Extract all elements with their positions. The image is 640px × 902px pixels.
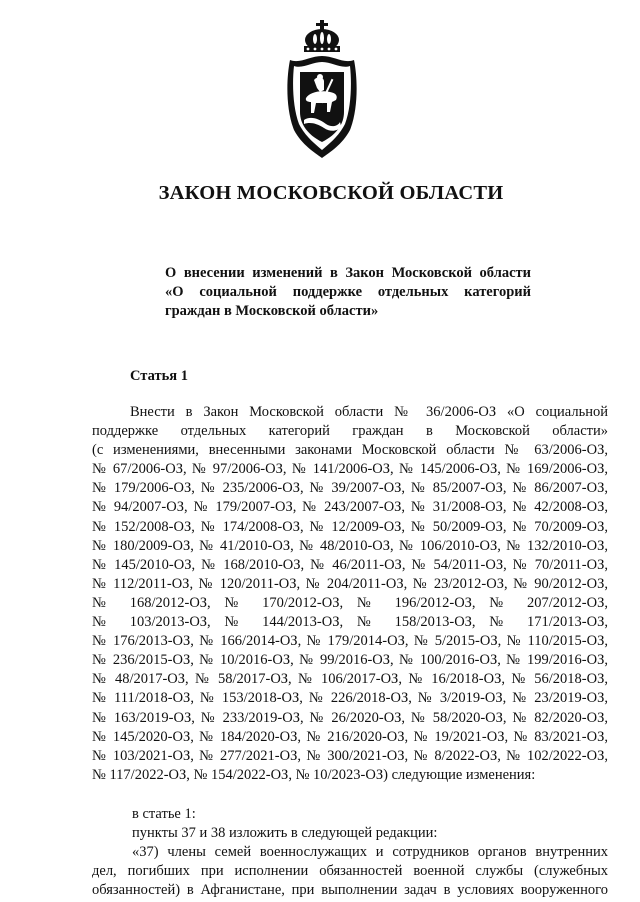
law-subtitle	[165, 264, 531, 321]
body-line: поддержке отдельных категорий граждан в Московской области»	[92, 423, 608, 440]
amend-line: пункты 37 и 38 изложить в следующей редакции:	[132, 824, 438, 841]
amend-line: дел, погибших при исполнении обязанностей военной службы (служебных	[92, 863, 608, 880]
paragraph-gap	[92, 785, 608, 805]
body-line: № 168/2012-ОЗ, № 170/2012-ОЗ, № 196/2012-ОЗ, № 207/2012-ОЗ,	[92, 594, 608, 611]
body-line: Внести в Закон Московской области № 36/2006-ОЗ «О социальной	[130, 404, 608, 420]
subtitle-line: «О социальной поддержке отдельных категорий	[165, 284, 531, 300]
amend-line: «37) члены семей военнослужащих и сотрудников органов внутренних	[132, 844, 608, 861]
body-line: № 103/2021-ОЗ, № 277/2021-ОЗ, № 300/2021-ОЗ, № 8/2022-ОЗ, № 102/2022-ОЗ,	[92, 747, 608, 764]
body-line: № 152/2008-ОЗ, № 174/2008-ОЗ, № 12/2009-ОЗ, № 50/2009-ОЗ, № 70/2009-ОЗ,	[92, 518, 608, 535]
body-line: № 180/2009-ОЗ, № 41/2010-ОЗ, № 48/2010-ОЗ, № 106/2010-ОЗ, № 132/2010-ОЗ,	[92, 537, 608, 554]
law-title: ЗАКОН МОСКОВСКОЙ ОБЛАСТИ	[158, 182, 504, 204]
subtitle-line: О внесении изменений в Закон Московской области	[165, 265, 531, 281]
body-line: № 117/2022-ОЗ, № 154/2022-ОЗ, № 10/2023-ОЗ) следующие изменения:	[92, 766, 536, 783]
body-line: № 48/2017-ОЗ, № 58/2017-ОЗ, № 106/2017-ОЗ, № 16/2018-ОЗ, № 56/2018-ОЗ,	[92, 671, 608, 688]
body-line: № 236/2015-ОЗ, № 10/2016-ОЗ, № 99/2016-ОЗ, № 100/2016-ОЗ, № 199/2016-ОЗ,	[92, 652, 608, 669]
body-line: № 94/2007-ОЗ, № 179/2007-ОЗ, № 243/2007-ОЗ, № 31/2008-ОЗ, № 42/2008-ОЗ,	[92, 499, 608, 516]
body-line: № 111/2018-ОЗ, № 153/2018-ОЗ, № 226/2018-ОЗ, № 3/2019-ОЗ, № 23/2019-ОЗ,	[92, 690, 608, 707]
amend-line: в статье 1:	[132, 805, 196, 822]
body-line: № 145/2020-ОЗ, № 184/2020-ОЗ, № 216/2020-ОЗ, № 19/2021-ОЗ, № 83/2021-ОЗ,	[92, 728, 608, 745]
body-line: (с изменениями, внесенными законами Московской области № 63/2006-ОЗ,	[92, 442, 608, 459]
article-heading: Статья 1	[130, 368, 188, 384]
amend-line: обязанностей) в Афганистане, при выполнении задач в условиях вооруженного	[92, 882, 608, 899]
body-line: № 176/2013-ОЗ, № 166/2014-ОЗ, № 179/2014-ОЗ, № 5/2015-ОЗ, № 110/2015-ОЗ,	[92, 633, 608, 650]
coat-of-arms-icon	[284, 20, 360, 160]
body-line: № 145/2010-ОЗ, № 168/2010-ОЗ, № 46/2011-ОЗ, № 54/2011-ОЗ, № 70/2011-ОЗ,	[92, 556, 608, 573]
document-body	[92, 403, 608, 900]
body-line: № 103/2013-ОЗ, № 144/2013-ОЗ, № 158/2013-ОЗ, № 171/2013-ОЗ,	[92, 614, 608, 631]
body-line: № 67/2006-ОЗ, № 97/2006-ОЗ, № 141/2006-ОЗ, № 145/2006-ОЗ, № 169/2006-ОЗ,	[92, 461, 608, 478]
subtitle-line: граждан в Московской области»	[165, 303, 379, 319]
body-line: № 163/2019-ОЗ, № 233/2019-ОЗ, № 26/2020-ОЗ, № 58/2020-ОЗ, № 82/2020-ОЗ,	[92, 709, 608, 726]
body-line: № 179/2006-ОЗ, № 235/2006-ОЗ, № 39/2007-ОЗ, № 85/2007-ОЗ, № 86/2007-ОЗ,	[92, 480, 608, 497]
body-line: № 112/2011-ОЗ, № 120/2011-ОЗ, № 204/2011-ОЗ, № 23/2012-ОЗ, № 90/2012-ОЗ,	[92, 575, 608, 592]
